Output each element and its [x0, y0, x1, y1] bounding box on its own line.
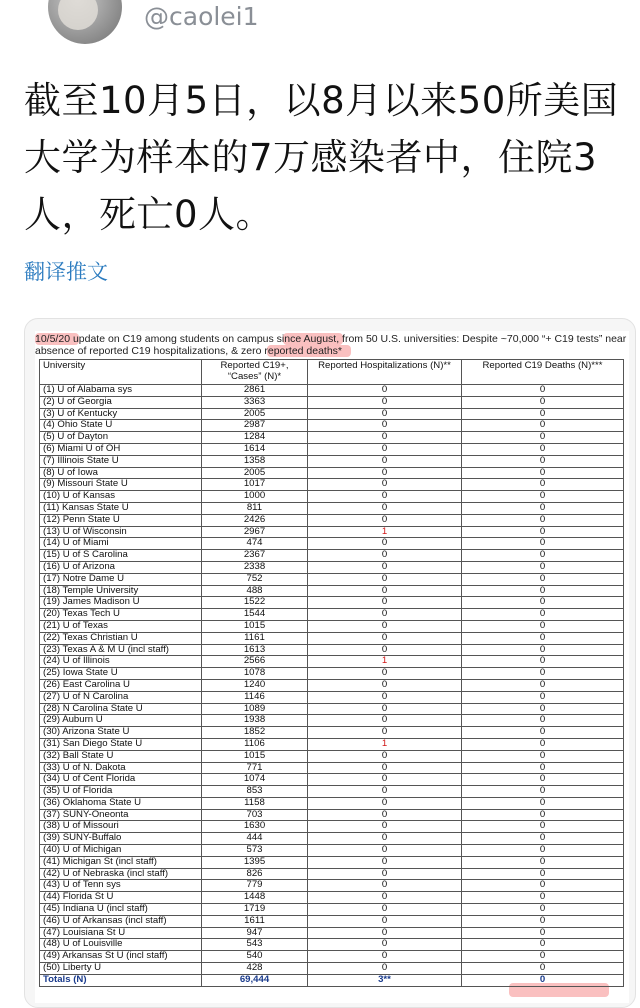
table-row — [40, 750, 624, 762]
university-cell: (22) Texas Christian U — [40, 632, 202, 644]
cases-cell: 428 — [202, 963, 308, 975]
university-cell: (17) Notre Dame U — [40, 573, 202, 585]
cases-cell: 703 — [202, 809, 308, 821]
cases-cell: 771 — [202, 762, 308, 774]
table-row — [40, 679, 624, 691]
cases-cell: 811 — [202, 502, 308, 514]
university-cell: (26) East Carolina U — [40, 679, 202, 691]
university-cell: (3) U of Kentucky — [40, 408, 202, 420]
table-row — [40, 573, 624, 585]
hospitalizations-cell: 0 — [308, 561, 462, 573]
university-cell: (13) U of Wisconsin — [40, 526, 202, 538]
hospitalizations-cell: 0 — [308, 939, 462, 951]
table-row — [40, 420, 624, 432]
cases-cell: 1613 — [202, 644, 308, 656]
totals-cases: 69,444 — [202, 974, 308, 986]
hospitalizations-cell: 0 — [308, 774, 462, 786]
university-cell: (8) U of Iowa — [40, 467, 202, 479]
deaths-cell: 0 — [462, 963, 624, 975]
deaths-cell: 0 — [462, 797, 624, 809]
table-row — [40, 809, 624, 821]
cases-cell: 1146 — [202, 691, 308, 703]
university-cell: (41) Michigan St (incl staff) — [40, 856, 202, 868]
deaths-cell: 0 — [462, 396, 624, 408]
cases-cell: 1611 — [202, 915, 308, 927]
hospitalizations-cell: 0 — [308, 750, 462, 762]
hospitalizations-cell: 0 — [308, 385, 462, 397]
hospitalizations-cell: 0 — [308, 538, 462, 550]
table-row — [40, 963, 624, 975]
hospitalizations-cell: 0 — [308, 691, 462, 703]
header-hospitalizations: Reported Hospitalizations (N)** — [308, 360, 462, 385]
hospitalizations-cell: 0 — [308, 679, 462, 691]
cases-cell: 1158 — [202, 797, 308, 809]
cases-cell: 853 — [202, 786, 308, 798]
deaths-cell: 0 — [462, 620, 624, 632]
university-cell: (32) Ball State U — [40, 750, 202, 762]
deaths-cell: 0 — [462, 750, 624, 762]
deaths-cell: 0 — [462, 939, 624, 951]
deaths-cell: 0 — [462, 550, 624, 562]
deaths-cell: 0 — [462, 432, 624, 444]
table-row — [40, 703, 624, 715]
hospitalizations-cell: 0 — [308, 408, 462, 420]
table-row — [40, 514, 624, 526]
deaths-cell: 0 — [462, 821, 624, 833]
user-avatar[interactable] — [48, 0, 122, 44]
university-cell: (42) U of Nebraska (incl staff) — [40, 868, 202, 880]
cases-cell: 1240 — [202, 679, 308, 691]
table-row — [40, 561, 624, 573]
deaths-cell: 0 — [462, 656, 624, 668]
university-cell: (23) Texas A & M U (incl staff) — [40, 644, 202, 656]
university-covid-table — [39, 359, 624, 987]
deaths-cell: 0 — [462, 467, 624, 479]
hospitalizations-cell: 0 — [308, 833, 462, 845]
cases-cell: 1017 — [202, 479, 308, 491]
hospitalizations-cell: 0 — [308, 573, 462, 585]
hospitalizations-cell: 0 — [308, 502, 462, 514]
hospitalizations-cell: 0 — [308, 703, 462, 715]
university-cell: (48) U of Louisville — [40, 939, 202, 951]
university-cell: (11) Kansas State U — [40, 502, 202, 514]
table-row — [40, 715, 624, 727]
table-row — [40, 432, 624, 444]
university-cell: (49) Arkansas St U (incl staff) — [40, 951, 202, 963]
hospitalizations-cell: 0 — [308, 443, 462, 455]
hospitalizations-cell: 0 — [308, 915, 462, 927]
deaths-cell: 0 — [462, 904, 624, 916]
cases-cell: 1358 — [202, 455, 308, 467]
table-row — [40, 443, 624, 455]
cases-cell: 1015 — [202, 750, 308, 762]
hospitalizations-cell: 0 — [308, 797, 462, 809]
deaths-cell: 0 — [462, 679, 624, 691]
hospitalizations-cell: 0 — [308, 644, 462, 656]
university-cell: (5) U of Dayton — [40, 432, 202, 444]
deaths-cell: 0 — [462, 845, 624, 857]
hospitalizations-cell: 1 — [308, 738, 462, 750]
cases-cell: 947 — [202, 927, 308, 939]
header-university: University — [40, 360, 202, 385]
university-cell: (40) U of Michigan — [40, 845, 202, 857]
cases-cell: 1284 — [202, 432, 308, 444]
header-deaths: Reported C19 Deaths (N)*** — [462, 360, 624, 385]
deaths-cell: 0 — [462, 715, 624, 727]
cases-cell: 2005 — [202, 467, 308, 479]
deaths-cell: 0 — [462, 385, 624, 397]
university-cell: (45) Indiana U (incl staff) — [40, 904, 202, 916]
hospitalizations-cell: 0 — [308, 904, 462, 916]
cases-cell: 2367 — [202, 550, 308, 562]
deaths-cell: 0 — [462, 833, 624, 845]
university-cell: (27) U of N Carolina — [40, 691, 202, 703]
university-cell: (47) Louisiana St U — [40, 927, 202, 939]
deaths-cell: 0 — [462, 868, 624, 880]
hospitalizations-cell: 0 — [308, 620, 462, 632]
cases-cell: 1522 — [202, 597, 308, 609]
hospitalizations-cell: 1 — [308, 656, 462, 668]
deaths-cell: 0 — [462, 632, 624, 644]
university-cell: (15) U of S Carolina — [40, 550, 202, 562]
hospitalizations-cell: 0 — [308, 668, 462, 680]
cases-cell: 3363 — [202, 396, 308, 408]
university-cell: (34) U of Cent Florida — [40, 774, 202, 786]
university-cell: (50) Liberty U — [40, 963, 202, 975]
cases-cell: 1395 — [202, 856, 308, 868]
hospitalizations-cell: 0 — [308, 597, 462, 609]
university-cell: (46) U of Arkansas (incl staff) — [40, 915, 202, 927]
deaths-cell: 0 — [462, 609, 624, 621]
hospitalizations-cell: 0 — [308, 467, 462, 479]
hospitalizations-cell: 0 — [308, 892, 462, 904]
deaths-cell: 0 — [462, 668, 624, 680]
attached-image-card[interactable] — [24, 318, 636, 1008]
table-row — [40, 880, 624, 892]
hospitalizations-cell: 0 — [308, 420, 462, 432]
hospitalizations-cell: 0 — [308, 455, 462, 467]
deaths-cell: 0 — [462, 691, 624, 703]
deaths-cell: 0 — [462, 786, 624, 798]
deaths-cell: 0 — [462, 491, 624, 503]
cases-cell: 573 — [202, 845, 308, 857]
university-cell: (19) James Madison U — [40, 597, 202, 609]
cases-cell: 1106 — [202, 738, 308, 750]
hospitalizations-cell: 0 — [308, 609, 462, 621]
deaths-cell: 0 — [462, 762, 624, 774]
deaths-cell: 0 — [462, 597, 624, 609]
hospitalizations-cell: 0 — [308, 856, 462, 868]
deaths-cell: 0 — [462, 514, 624, 526]
hospitalizations-cell: 0 — [308, 951, 462, 963]
cases-cell: 1161 — [202, 632, 308, 644]
deaths-cell: 0 — [462, 573, 624, 585]
table-row — [40, 526, 624, 538]
university-cell: (7) Illinois State U — [40, 455, 202, 467]
user-handle[interactable]: @caolei1 — [144, 2, 259, 31]
university-cell: (44) Florida St U — [40, 892, 202, 904]
university-cell: (43) U of Tenn sys — [40, 880, 202, 892]
hospitalizations-cell: 0 — [308, 396, 462, 408]
table-row — [40, 656, 624, 668]
university-cell: (30) Arizona State U — [40, 727, 202, 739]
table-row — [40, 856, 624, 868]
table-document-image — [35, 331, 629, 1003]
deaths-cell: 0 — [462, 408, 624, 420]
cases-cell: 2967 — [202, 526, 308, 538]
deaths-cell: 0 — [462, 738, 624, 750]
university-cell: (18) Temple University — [40, 585, 202, 597]
university-cell: (4) Ohio State U — [40, 420, 202, 432]
hospitalizations-cell: 0 — [308, 491, 462, 503]
table-row — [40, 915, 624, 927]
university-cell: (16) U of Arizona — [40, 561, 202, 573]
cases-cell: 1938 — [202, 715, 308, 727]
university-cell: (36) Oklahoma State U — [40, 797, 202, 809]
hospitalizations-cell: 0 — [308, 963, 462, 975]
hospitalizations-cell: 0 — [308, 786, 462, 798]
cases-cell: 2566 — [202, 656, 308, 668]
totals-label: Totals (N) — [40, 974, 202, 986]
table-row — [40, 786, 624, 798]
table-row — [40, 644, 624, 656]
university-cell: (35) U of Florida — [40, 786, 202, 798]
table-row — [40, 467, 624, 479]
cases-cell: 2861 — [202, 385, 308, 397]
cases-cell: 752 — [202, 573, 308, 585]
university-cell: (29) Auburn U — [40, 715, 202, 727]
cases-cell: 2005 — [202, 408, 308, 420]
table-row — [40, 691, 624, 703]
university-cell: (9) Missouri State U — [40, 479, 202, 491]
hospitalizations-cell: 1 — [308, 526, 462, 538]
table-row — [40, 774, 624, 786]
table-row — [40, 951, 624, 963]
cases-cell: 1544 — [202, 609, 308, 621]
deaths-cell: 0 — [462, 526, 624, 538]
university-cell: (21) U of Texas — [40, 620, 202, 632]
table-row — [40, 479, 624, 491]
university-cell: (6) Miami U of OH — [40, 443, 202, 455]
deaths-cell: 0 — [462, 727, 624, 739]
table-row — [40, 927, 624, 939]
university-cell: (31) San Diego State U — [40, 738, 202, 750]
university-cell: (2) U of Georgia — [40, 396, 202, 408]
table-row — [40, 668, 624, 680]
hospitalizations-cell: 0 — [308, 845, 462, 857]
table-row — [40, 585, 624, 597]
table-row — [40, 833, 624, 845]
cases-cell: 1000 — [202, 491, 308, 503]
deaths-cell: 0 — [462, 880, 624, 892]
table-row — [40, 904, 624, 916]
cases-cell: 488 — [202, 585, 308, 597]
cases-cell: 444 — [202, 833, 308, 845]
totals-hospitalizations: 3** — [308, 974, 462, 986]
totals-row — [40, 974, 624, 986]
table-caption: 10/5/20 update on C19 among students on campus since August, from 50 U.S. universities: Despite ~70,000 “+ C19 tests” near absence of reported C19 hospitalizations, & zero reported deaths* — [35, 333, 627, 357]
deaths-cell: 0 — [462, 479, 624, 491]
cases-cell: 1015 — [202, 620, 308, 632]
deaths-cell: 0 — [462, 561, 624, 573]
deaths-cell: 0 — [462, 915, 624, 927]
university-cell: (14) U of Miami — [40, 538, 202, 550]
deaths-cell: 0 — [462, 455, 624, 467]
deaths-cell: 0 — [462, 856, 624, 868]
table-row — [40, 632, 624, 644]
university-cell: (33) U of N. Dakota — [40, 762, 202, 774]
hospitalizations-cell: 0 — [308, 727, 462, 739]
translate-tweet-link[interactable]: 翻译推文 — [24, 260, 108, 284]
header-cases: Reported C19+, “Cases” (N)* — [202, 360, 308, 385]
deaths-cell: 0 — [462, 644, 624, 656]
totals-deaths: 0 — [462, 974, 624, 986]
cases-cell: 826 — [202, 868, 308, 880]
hospitalizations-cell: 0 — [308, 479, 462, 491]
cases-cell: 779 — [202, 880, 308, 892]
hospitalizations-cell: 0 — [308, 821, 462, 833]
cases-cell: 543 — [202, 939, 308, 951]
hospitalizations-cell: 0 — [308, 514, 462, 526]
table-row — [40, 620, 624, 632]
university-cell: (25) Iowa State U — [40, 668, 202, 680]
hospitalizations-cell: 0 — [308, 632, 462, 644]
table-row — [40, 408, 624, 420]
university-cell: (1) U of Alabama sys — [40, 385, 202, 397]
university-cell: (37) SUNY-Oneonta — [40, 809, 202, 821]
cases-cell: 2338 — [202, 561, 308, 573]
university-cell: (39) SUNY-Buffalo — [40, 833, 202, 845]
hospitalizations-cell: 0 — [308, 585, 462, 597]
deaths-cell: 0 — [462, 502, 624, 514]
table-row — [40, 550, 624, 562]
cases-cell: 474 — [202, 538, 308, 550]
table-row — [40, 939, 624, 951]
tweet-text: 截至10月5日，以8月以来50所美国大学为样本的7万感染者中，住院3人，死亡0人。 — [24, 79, 619, 236]
table-row — [40, 597, 624, 609]
table-row — [40, 609, 624, 621]
hospitalizations-cell: 0 — [308, 762, 462, 774]
table-row — [40, 845, 624, 857]
hospitalizations-cell: 0 — [308, 868, 462, 880]
deaths-cell: 0 — [462, 774, 624, 786]
cases-cell: 2987 — [202, 420, 308, 432]
deaths-cell: 0 — [462, 443, 624, 455]
university-cell: (12) Penn State U — [40, 514, 202, 526]
deaths-cell: 0 — [462, 585, 624, 597]
table-row — [40, 455, 624, 467]
university-cell: (24) U of Illinois — [40, 656, 202, 668]
deaths-cell: 0 — [462, 420, 624, 432]
hospitalizations-cell: 0 — [308, 550, 462, 562]
cases-cell: 1719 — [202, 904, 308, 916]
hospitalizations-cell: 0 — [308, 715, 462, 727]
cases-cell: 1852 — [202, 727, 308, 739]
table-row — [40, 502, 624, 514]
cases-cell: 2426 — [202, 514, 308, 526]
table-row — [40, 538, 624, 550]
cases-cell: 1630 — [202, 821, 308, 833]
cases-cell: 1448 — [202, 892, 308, 904]
hospitalizations-cell: 0 — [308, 927, 462, 939]
cases-cell: 1089 — [202, 703, 308, 715]
table-row — [40, 821, 624, 833]
hospitalizations-cell: 0 — [308, 809, 462, 821]
hospitalizations-cell: 0 — [308, 432, 462, 444]
table-row — [40, 797, 624, 809]
deaths-cell: 0 — [462, 892, 624, 904]
deaths-cell: 0 — [462, 951, 624, 963]
deaths-cell: 0 — [462, 538, 624, 550]
table-row — [40, 491, 624, 503]
table-row — [40, 868, 624, 880]
university-cell: (28) N Carolina State U — [40, 703, 202, 715]
table-header-row — [40, 360, 624, 385]
cases-cell: 1074 — [202, 774, 308, 786]
university-cell: (10) U of Kansas — [40, 491, 202, 503]
table-row — [40, 892, 624, 904]
cases-cell: 1614 — [202, 443, 308, 455]
hospitalizations-cell: 0 — [308, 880, 462, 892]
deaths-cell: 0 — [462, 927, 624, 939]
cases-cell: 1078 — [202, 668, 308, 680]
university-cell: (20) Texas Tech U — [40, 609, 202, 621]
table-row — [40, 762, 624, 774]
table-row — [40, 727, 624, 739]
table-row — [40, 738, 624, 750]
deaths-cell: 0 — [462, 809, 624, 821]
university-cell: (38) U of Missouri — [40, 821, 202, 833]
table-row — [40, 396, 624, 408]
table-row — [40, 385, 624, 397]
cases-cell: 540 — [202, 951, 308, 963]
deaths-cell: 0 — [462, 703, 624, 715]
